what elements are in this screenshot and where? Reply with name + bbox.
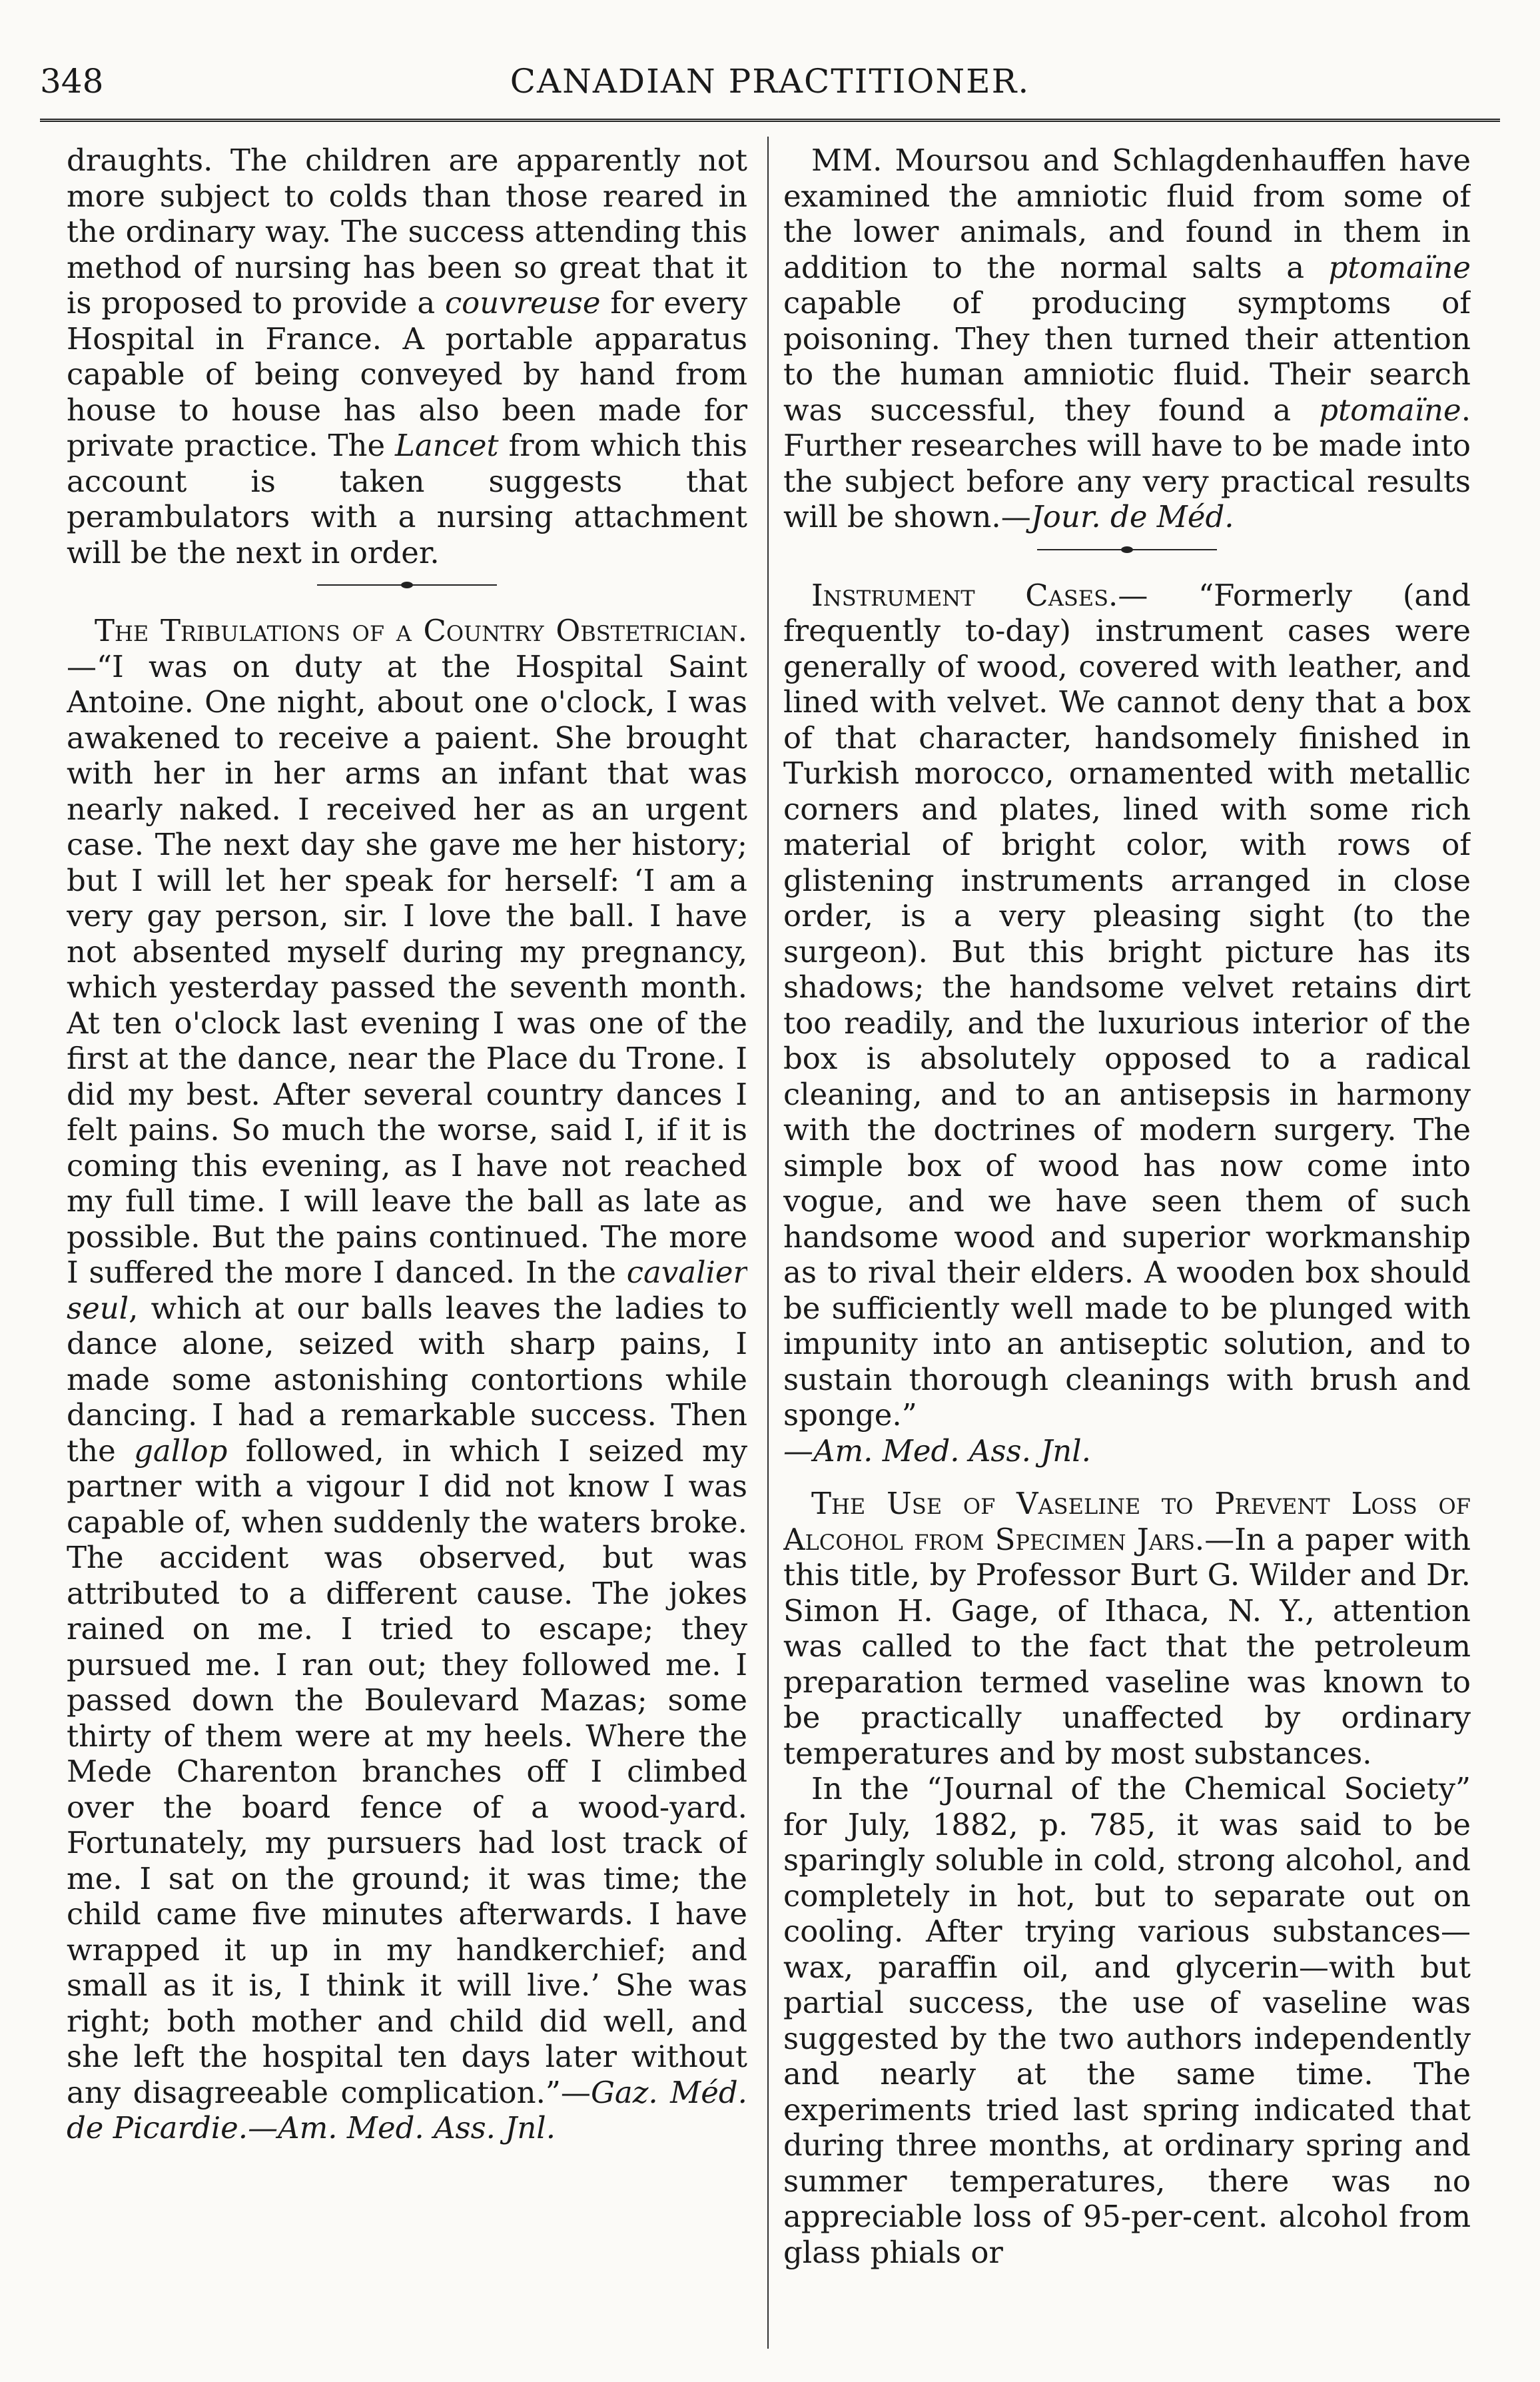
obstetrician-source: Gaz. Méd. de Picardie.—Am. Med. Ass. Jnl.	[67, 2074, 747, 2145]
running-title: CANADIAN PRACTITIONER.	[510, 62, 1030, 101]
header-rule	[40, 119, 1500, 122]
obstetrician-title: The Tribulations of a Country Obstetrician.	[95, 613, 747, 648]
amniotic-paragraph: MM. Moursou and Schlagdenhauffen have examined the amniotic fluid from some of the lower animals, and found in them in addition to the normal salts a ptomaïne capable of producing symptoms of poisoning. They then turned their attention to the human amniotic fluid. Their search was successful, they found a ptomaïne. Further researches will have to be made into the subject before any very practical results will be shown.—Jour. de Méd.	[783, 143, 1471, 534]
obstetrician-article: The Tribulations of a Country Obstetrician.—“I was on duty at the Hospital Saint Antoine. One night, about one o'clock, I was awakened to receive a paient. She brought with her in her arms an infant that was nearly naked. I received her as an urgent case. The next day she gave me her history; but I will let her speak for herself: ‘I am a very gay person, sir. I love the ball. I have not absented myself during my pregnancy, which yesterday passed the seventh month. At ten o'clock last evening I was one of the first at the dance, near the Place du Trone. I did my best. After several country dances I felt pains. So much the worse, said I, if it is coming this evening, as I have not reached my full time. I will leave the ball as late as possible. But the pains continued. The more I suffered the more I danced. In the cavalier seul, which at our balls leaves the ladies to dance alone, seized with sharp pains, I made some astonishing contortions while dancing. I had a remarkable success. Then the gallop followed, in which I seized my partner with a vigour I did not know I was capable of, when suddenly the waters broke. The accident was observed, but was attributed to a different cause. The jokes rained on me. I tried to escape; they pursued me. I ran out; they followed me. I passed down the Boulevard Mazas; some thirty of them were at my heels. Where the Mede Charenton branches off I climbed over the board fence of a wood-yard. Fortunately, my pursuers had lost track of me. I sat on the ground; it was time; the child came five minutes afterwards. I have wrapped it up in my handkerchief; and small as it is, I think it will live.’ She was right; both mother and child did well, and she left the hospital ten days later without any disagreeable complication.”—Gaz. Méd. de Picardie.—Am. Med. Ass. Jnl.	[67, 613, 747, 2145]
vaseline-title: The Use of Vaseline to Prevent Loss of Alcohol from Specimen Jars.	[783, 1486, 1471, 1557]
vaseline-paragraph-2: In the “Journal of the Chemical Society” for July, 1882, p. 785, it was said to be sparingly soluble in cold, strong alcohol, and completely in hot, but to separate out on cooling. After trying various substances—wax, paraffin oil, and glycerin—with but partial success, the use of vaseline was suggested by the two authors independently and nearly at the same time. The experiments tried last spring indicated that during three months, at ordinary spring and summer temperatures, there was no appreciable loss of 95-per-cent. alcohol from glass phials or	[783, 1771, 1471, 2270]
section-divider	[317, 577, 497, 593]
nursing-paragraph: draughts. The children are apparently not more subject to colds than those reared in the ordinary way. The success attending this method of nursing has been so great that it is proposed to provide a couvreuse for every Hospital in France. A portable apparatus capable of being conveyed by hand from house to house has also been made for private practice. The Lancet from which this account is taken suggests that perambulators with a nursing attachment will be the next in order.	[67, 143, 747, 570]
section-divider	[1037, 542, 1217, 558]
instrument-cases-source: —Am. Med. Ass. Jnl.	[783, 1433, 1091, 1469]
page-number: 348	[40, 62, 104, 101]
vaseline-article: The Use of Vaseline to Prevent Loss of Alcohol from Specimen Jars.—In a paper with this title, by Professor Burt G. Wilder and Dr. Simon H. Gage, of Ithaca, N. Y., attention was called to the fact that the petroleum preparation termed vaseline was known to be practically unaffected by ordinary temperatures and by most substances.	[783, 1486, 1471, 1771]
right-column	[783, 143, 1471, 2362]
column-rule	[767, 137, 769, 2349]
instrument-cases-article: Instrument Cases.— “Formerly (and frequently to-day) instrument cases were generally of wood, covered with leather, and lined with velvet. We cannot deny that a box of that character, handsomely finished in Turkish morocco, ornamented with metallic corners and plates, lined with some rich material of bright color, with rows of glistening instruments arranged in close order, is a very pleasing sight (to the surgeon). But this bright picture has its shadows; the handsome velvet retains dirt too readily, and the luxurious interior of the box is absolutely opposed to a radical cleaning, and to an antisepsis in harmony with the doctrines of modern surgery. The simple box of wood has now come into vogue, and we have seen them of such handsome wood and superior workmanship as to rival their elders. A wooden box should be sufficiently well made to be plunged with impunity into an antiseptic solution, and to sustain thorough cleanings with brush and sponge.”	[783, 577, 1471, 1433]
page-header	[40, 61, 1500, 115]
instrument-cases-title: Instrument Cases.	[811, 577, 1118, 613]
left-column	[67, 143, 747, 2362]
